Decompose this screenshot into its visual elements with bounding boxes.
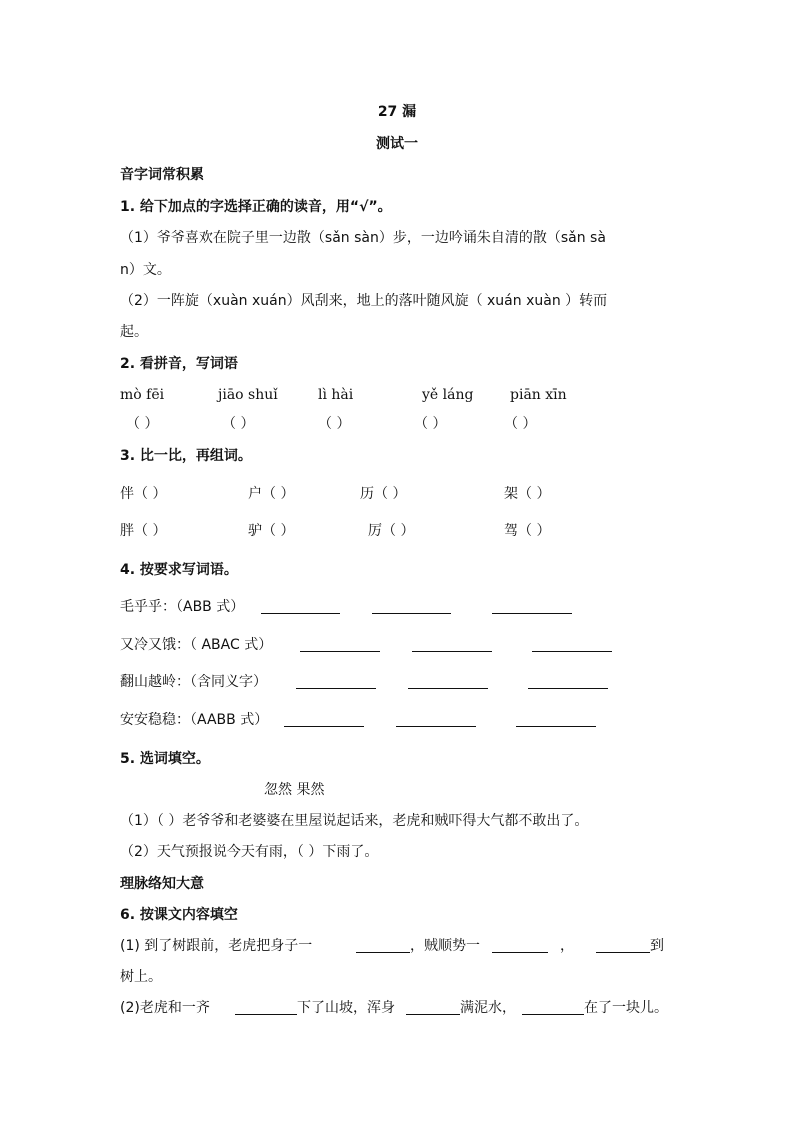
question-1-item-1-cont: n）文。 — [120, 262, 171, 278]
answer-blank[interactable] — [528, 675, 608, 689]
answer-blank[interactable] — [532, 638, 612, 652]
question-5-item-1: （1）（ ）老爷爷和老婆婆在里屋说起话来，老虎和贼吓得大气都不敢出了。 — [120, 813, 589, 829]
answer-blank[interactable] — [406, 1001, 460, 1015]
word-requirement: 毛乎乎：（ABB 式） — [120, 599, 245, 615]
answer-blank[interactable] — [235, 1001, 297, 1015]
answer-bracket[interactable]: （ ） — [222, 416, 255, 432]
question-6-item-1a: (1) 到了树跟前，老虎把身子一 — [120, 938, 313, 954]
page-subtitle: 测试一 — [376, 136, 418, 152]
answer-bracket[interactable]: （ ） — [318, 416, 351, 432]
answer-blank[interactable] — [356, 939, 410, 953]
compare-word[interactable]: 历（ ） — [360, 486, 407, 502]
pinyin-5: piān xīn — [510, 387, 567, 403]
answer-blank[interactable] — [261, 600, 340, 614]
answer-blank[interactable] — [408, 675, 488, 689]
page-title: 27 漏 — [377, 104, 417, 120]
answer-blank[interactable] — [522, 1001, 584, 1015]
pinyin-4: yě láng — [422, 387, 474, 403]
answer-blank[interactable] — [300, 638, 380, 652]
answer-blank[interactable] — [296, 675, 376, 689]
question-1-item-2: （2）一阵旋（xuàn xuán）风刮来，地上的落叶随风旋（ xuán xuàn ）转而 — [120, 293, 608, 309]
question-6-item-1d: 到 — [650, 938, 664, 954]
answer-blank[interactable] — [516, 713, 596, 727]
question-6-item-2b: 下了山坡，浑身 — [297, 1000, 395, 1016]
question-4-heading: 4. 按要求写词语。 — [120, 562, 238, 578]
pinyin-2: jiāo shuǐ — [218, 387, 278, 403]
answer-blank[interactable] — [372, 600, 451, 614]
question-6-item-2a: (2)老虎和一齐 — [120, 1000, 210, 1016]
question-1-item-1: （1）爷爷喜欢在院子里一边散（sǎn sàn）步，一边吟诵朱自清的散（sǎn sà — [120, 230, 606, 246]
question-6-item-2c: 满泥水， — [460, 1000, 516, 1016]
compare-word[interactable]: 驾（ ） — [504, 523, 551, 539]
word-requirement: 翻山越岭：（含同义字） — [120, 674, 267, 690]
answer-bracket[interactable]: （ ） — [414, 416, 447, 432]
compare-word[interactable]: 户（ ） — [248, 486, 295, 502]
question-6-item-1b: ，贼顺势一 — [410, 938, 480, 954]
compare-word[interactable]: 胖（ ） — [120, 523, 167, 539]
answer-bracket[interactable]: （ ） — [504, 416, 537, 432]
section-heading-2: 理脉络知大意 — [120, 876, 204, 892]
pinyin-3: lì hài — [318, 387, 354, 403]
answer-blank[interactable] — [596, 939, 650, 953]
question-5-heading: 5. 选词填空。 — [120, 751, 210, 767]
compare-word[interactable]: 架（ ） — [504, 486, 551, 502]
answer-blank[interactable] — [492, 939, 548, 953]
answer-blank[interactable] — [284, 713, 364, 727]
question-6-item-2d: 在了一块儿。 — [584, 1000, 668, 1016]
question-5-item-2: （2）天气预报说今天有雨，（ ）下雨了。 — [120, 844, 379, 860]
question-6-item-1c: ， — [560, 938, 574, 954]
question-2-heading: 2. 看拼音，写词语 — [120, 356, 238, 372]
word-requirement: 安安稳稳：（AABB 式） — [120, 712, 269, 728]
pinyin-1: mò fēi — [120, 387, 165, 403]
question-6-heading: 6. 按课文内容填空 — [120, 907, 238, 923]
question-3-heading: 3. 比一比，再组词。 — [120, 448, 252, 464]
answer-blank[interactable] — [396, 713, 476, 727]
word-options: 忽然 果然 — [264, 782, 325, 798]
answer-blank[interactable] — [412, 638, 492, 652]
section-heading-1: 音字词常积累 — [120, 167, 204, 183]
compare-word[interactable]: 厉（ ） — [368, 523, 415, 539]
word-requirement: 又冷又饿：（ ABAC 式） — [120, 637, 273, 653]
answer-blank[interactable] — [492, 600, 572, 614]
question-1-item-2-cont: 起。 — [120, 324, 148, 340]
question-1-heading: 1. 给下加点的字选择正确的读音，用“√”。 — [120, 199, 392, 215]
compare-word[interactable]: 驴（ ） — [248, 523, 295, 539]
compare-word[interactable]: 伴（ ） — [120, 486, 167, 502]
answer-bracket[interactable]: （ ） — [126, 416, 159, 432]
question-6-item-1-cont: 树上。 — [120, 969, 162, 985]
